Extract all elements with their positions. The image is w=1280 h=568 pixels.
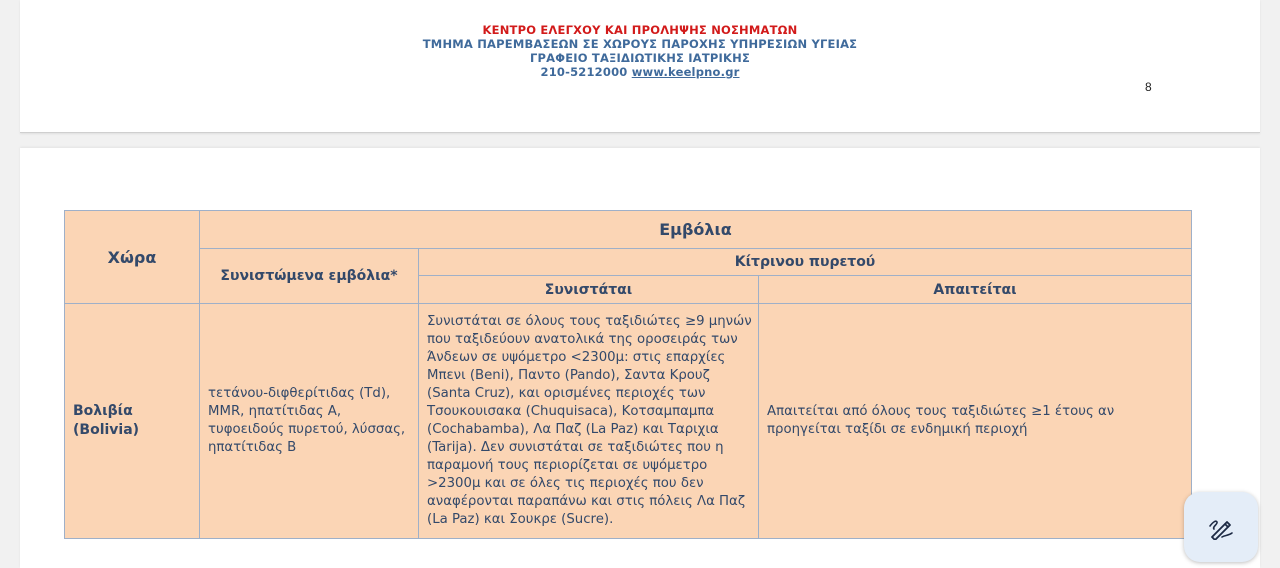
cell-yf-recommended: Συνιστάται σε όλους τους ταξιδιώτες ≥9 μηνών που ταξιδεύουν ανατολικά της οροσειράς των Άνδεων σε υψόμετρο <2300μ: στις επαρχίες Μπενι (Beni), Παντο (Pando), Σαντα Κρουζ (Santa Cruz), και ορισμένες περιοχές των Τσουκουισακα (Chuquisaca), Κοτσαμπαμπα (Cochabamba), Λα Παζ (La Paz) και Ταριχια (Tarija). Δεν συνιστάται σε ταξιδιώτες που η παραμονή τους περιορίζεται σε υψόμετρο >2300μ και σε όλες τις περιοχές που δεν αναφέρονται παραπάνω και στις πόλεις Λα Παζ (La Paz) και Σουκρε (Sucre). [419, 304, 759, 539]
annotate-button[interactable] [1184, 492, 1258, 562]
cell-recommended-vaccines: τετάνου-διφθερίτιδας (Td), MMR, ηπατίτιδας Α, τυφοειδούς πυρετού, λύσσας, ηπατίτιδας Β [200, 304, 419, 539]
header-recommended-vaccines: Συνιστώμενα εμβόλια* [200, 249, 419, 304]
department-name: ΤΜΗΜΑ ΠΑΡΕΜΒΑΣΕΩΝ ΣΕ ΧΩΡΟΥΣ ΠΑΡΟΧΗΣ ΥΠΗΡΕΣΙΩΝ ΥΓΕΙΑΣ [422, 37, 858, 51]
header-yellow-fever: Κίτρινου πυρετού [419, 249, 1192, 276]
pen-scribble-icon [1208, 516, 1234, 540]
cell-yf-required: Απαιτείται από όλους τους ταξιδιώτες ≥1 έτους αν προηγείται ταξίδι σε ενδημική περιοχή [759, 304, 1192, 539]
country-name: Βολιβία [73, 403, 133, 419]
country-name-latin: (Bolivia) [73, 422, 140, 438]
vaccination-table [64, 210, 1192, 539]
office-name: ΓΡΑΦΕΙΟ ΤΑΞΙΔΙΩΤΙΚΗΣ ΙΑΤΡΙΚΗΣ [529, 51, 751, 65]
header-country: Χώρα [65, 211, 200, 304]
org-name: ΚΕΝΤΡΟ ΕΛΕΓΧΟΥ ΚΑΙ ΠΡΟΛΗΨΗΣ ΝΟΣΗΜΑΤΩΝ [482, 23, 798, 37]
table-row [65, 304, 1192, 539]
header-vaccines: Εμβόλια [200, 211, 1192, 249]
cell-country [65, 304, 200, 539]
contact-line [20, 65, 1260, 80]
header-yf-required: Απαιτείται [759, 276, 1192, 304]
document-page-top [20, 0, 1260, 133]
header-yf-recommended: Συνιστάται [419, 276, 759, 304]
phone-number: 210-5212000 [540, 65, 628, 79]
page-number: 8 [1145, 80, 1152, 94]
website-link[interactable]: www.keelpno.gr [631, 65, 740, 79]
